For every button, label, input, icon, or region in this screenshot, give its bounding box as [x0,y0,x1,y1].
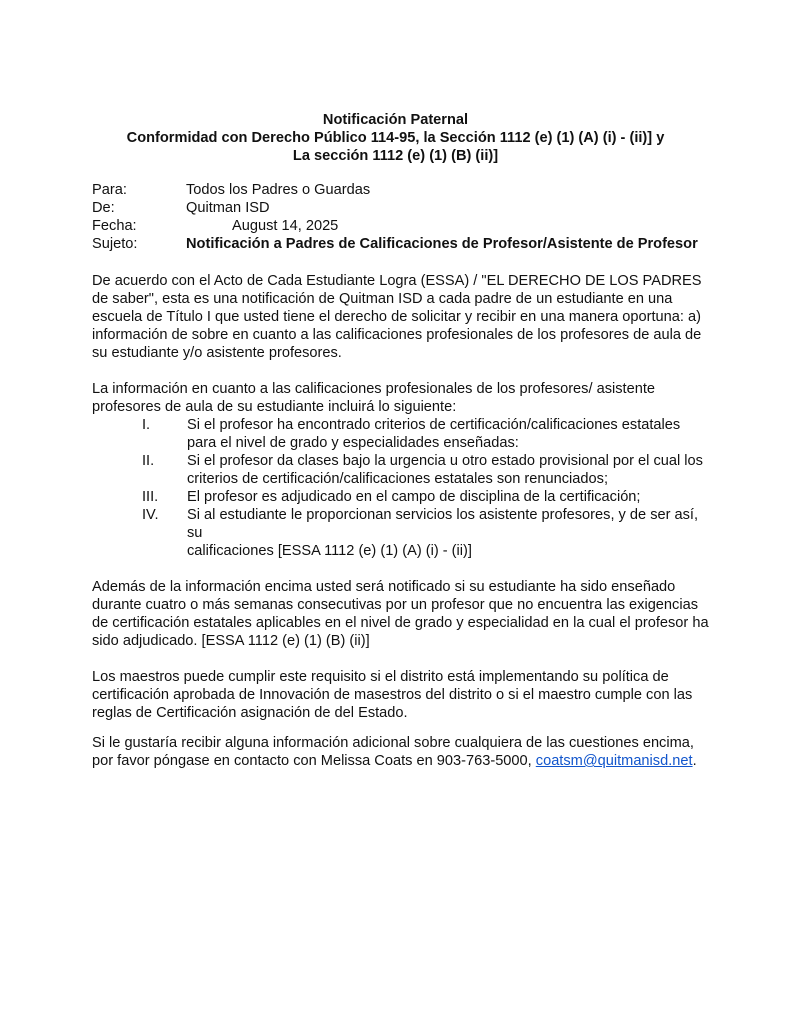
list-item-text: criterios de certificación/calificaciones estatales son renunciados; [187,471,608,487]
paragraph-line: reglas de Certificación asignación de del Estado. [92,705,408,721]
contact-text-end: . [692,753,697,769]
memo-subject-row [92,235,712,253]
list-item-text: su [187,525,203,541]
paragraph-qualifications-intro [92,380,704,416]
paragraph-contact [92,734,704,770]
paragraph-line [92,752,704,770]
list-item-text: El profesor es adjudicado en el campo de disciplina de la certificación; [187,489,641,505]
paragraph-four-weeks-notice [92,578,709,650]
memo-to-label: Para: [92,182,127,198]
list-item-number: III. [142,489,159,505]
paragraph-line: de saber", esta es una notificación de Quitman ISD a cada padre de un estudiante en una [92,291,673,307]
paragraph-essa-intro [92,272,704,362]
title-line-3: La sección 1112 (e) (1) (B) (ii)] [292,148,499,164]
memo-to-value: Todos los Padres o Guardas [186,182,371,198]
memo-subject-label: Sujeto: [92,236,138,252]
memo-subject-value: Notificación a Padres de Calificaciones de Profesor/Asistente de Profesor [186,236,698,252]
memo-date-row [92,217,712,235]
contact-text: por favor póngase en contacto con Melissa Coats en 903-763-5000, [92,753,536,769]
qualifications-list [92,416,704,560]
document-title [0,111,791,165]
paragraph-line: de certificación estatales aplicables en el nivel de grado y especialidad en la cual el profesor ha [92,615,709,631]
title-line-2: Conformidad con Derecho Público 114-95, la Sección 1112 (e) (1) (A) (i) - (ii)] y [126,130,665,146]
list-item-number: IV. [142,507,159,523]
list-item-number: II. [142,453,155,469]
memo-date-value: August 14, 2025 [232,218,339,234]
paragraph-line: información de sobre en cuanto a las calificaciones profesionales de los profesores de aula de [92,327,702,343]
memo-from-label: De: [92,200,115,216]
paragraph-line: durante cuatro o más semanas consecutivas por un profesor que no encuentra las exigencias [92,597,698,613]
list-item [92,506,704,560]
paragraph-line: escuela de Título I que usted tiene el derecho de solicitar y recibir en una manera oportuna: a) [92,309,701,325]
list-item [92,416,704,452]
list-item [92,488,704,506]
contact-email-link[interactable]: coatsm@quitmanisd.net [535,753,693,769]
paragraph-line: De acuerdo con el Acto de Cada Estudiante Logra (ESSA) / "EL DERECHO DE LOS PADRES [92,273,702,289]
list-item-text: Si al estudiante le proporcionan servicios los asistente profesores, y de ser así, [187,507,699,523]
paragraph-line: Además de la información encima usted será notificado si su estudiante ha sido enseñado [92,579,676,595]
memo-header [92,181,712,253]
paragraph-line: Los maestros puede cumplir este requisito si el distrito está implementando su política de [92,669,669,685]
list-item [92,452,704,488]
paragraph-teacher-requirements [92,668,704,722]
memo-date-label: Fecha: [92,218,137,234]
list-item-text: Si el profesor da clases bajo la urgencia u otro estado provisional por el cual los [187,453,703,469]
memo-from-value: Quitman ISD [186,200,270,216]
memo-from-row [92,199,712,217]
list-item-text: calificaciones [ESSA 1112 (e) (1) (A) (i) - (ii)] [187,543,472,559]
paragraph-line: su estudiante y/o asistente profesores. [92,345,342,361]
title-line-1: Notificación Paternal [322,112,469,128]
paragraph-line: sido adjudicado. [ESSA 1112 (e) (1) (B) (ii)] [92,633,370,649]
paragraph-line: Si le gustaría recibir alguna información adicional sobre cualquiera de las cuestiones encima, [92,735,694,751]
memo-to-row [92,181,712,199]
paragraph-line: La información en cuanto a las calificaciones profesionales de los profesores/ asistente [92,381,655,397]
list-item-text: para el nivel de grado y especialidades enseñadas: [187,435,519,451]
paragraph-line: profesores de aula de su estudiante incluirá lo siguiente: [92,399,457,415]
list-item-text: Si el profesor ha encontrado criterios de certificación/calificaciones estatales [187,417,681,433]
paragraph-line: certificación aprobada de Innovación de masestros del distrito o si el maestro cumple con las [92,687,693,703]
list-item-number: I. [142,417,151,433]
